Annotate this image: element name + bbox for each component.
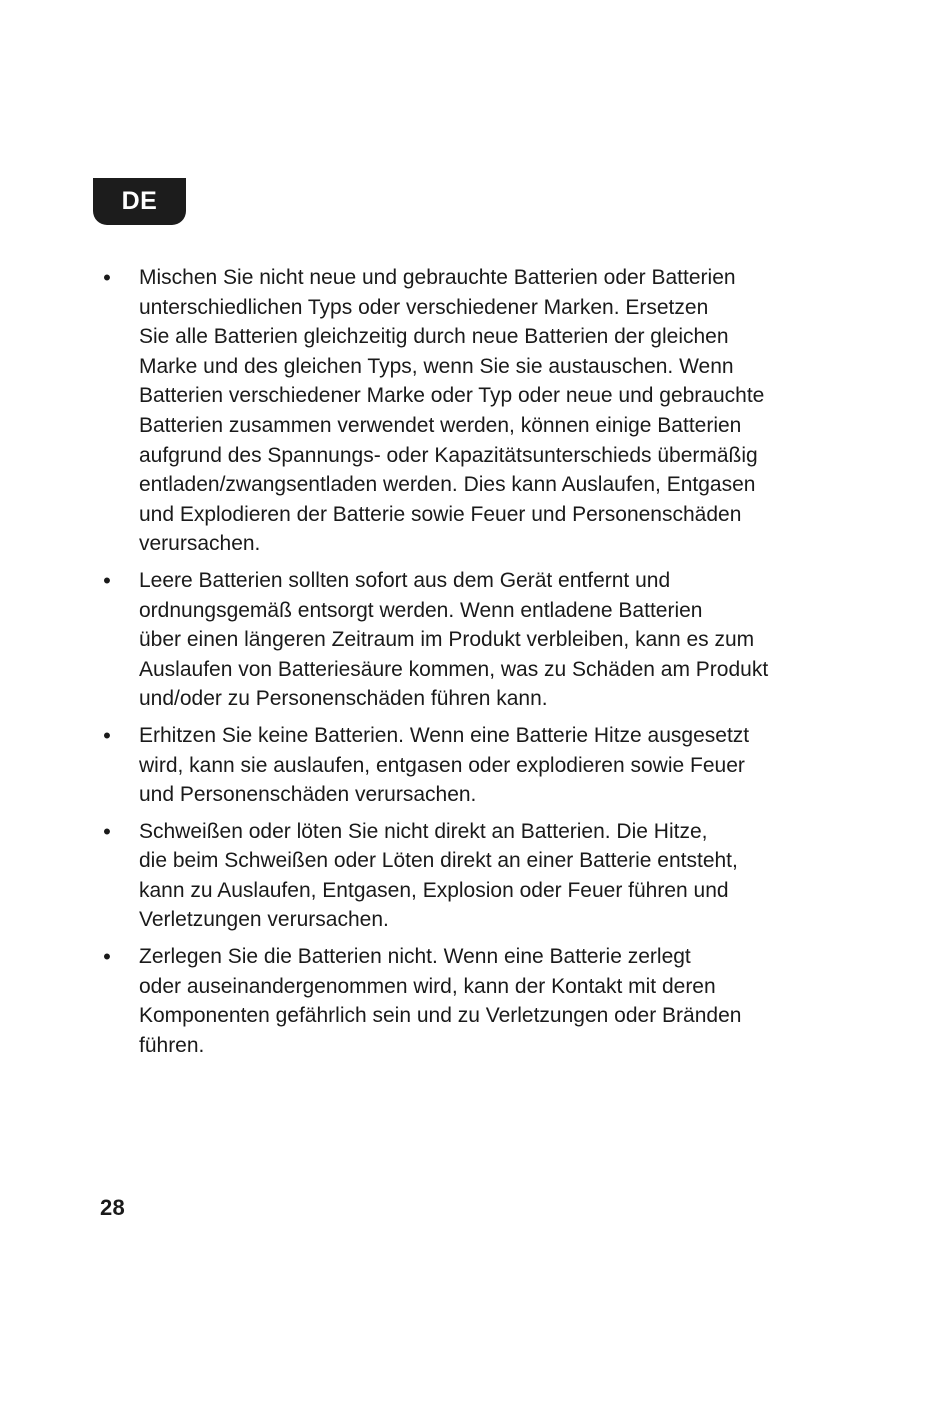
- bullet-text-line: Komponenten gefährlich sein und zu Verletzungen oder Bränden: [139, 1004, 742, 1028]
- bullet-text-line: Leere Batterien sollten sofort aus dem Gerät entfernt und: [139, 568, 671, 592]
- bullet-text: [139, 721, 857, 810]
- bullet-text-line: Zerlegen Sie die Batterien nicht. Wenn eine Batterie zerlegt: [139, 945, 691, 969]
- bullet-text-line: unterschiedlichen Typs oder verschiedener Marken. Ersetzen: [139, 295, 709, 319]
- bullet-text-line: Batterien verschiedener Marke oder Typ oder neue und gebrauchte: [139, 384, 765, 408]
- bullet-item: [97, 817, 857, 935]
- bullet-text-line: Marke und des gleichen Typs, wenn Sie sie austauschen. Wenn: [139, 354, 734, 378]
- bullet-text-line: Batterien zusammen verwendet werden, können einige Batterien: [139, 413, 742, 437]
- bullet-text: [139, 566, 857, 714]
- bullet-text-line: entladen/zwangsentladen werden. Dies kann Auslaufen, Entgasen: [139, 473, 756, 497]
- bullet-text-line: Mischen Sie nicht neue und gebrauchte Batterien oder Batterien: [139, 266, 736, 289]
- bullet-dot-icon: •: [103, 944, 111, 970]
- language-tab: [93, 178, 186, 225]
- bullet-item: [97, 721, 857, 810]
- bullet-item: [97, 566, 857, 714]
- bullet-text-line: Sie alle Batterien gleichzeitig durch neue Batterien der gleichen: [139, 325, 729, 349]
- safety-bullet-list: [97, 263, 857, 1067]
- bullet-text-line: und Personenschäden verursachen.: [139, 783, 477, 807]
- bullet-text-line: ordnungsgemäß entsorgt werden. Wenn entladene Batterien: [139, 598, 703, 622]
- bullet-dot-icon: •: [103, 818, 111, 844]
- bullet-text-line: Schweißen oder löten Sie nicht direkt an Batterien. Die Hitze,: [139, 819, 708, 843]
- bullet-dot-icon: •: [103, 722, 111, 748]
- bullet-text-line: und Explodieren der Batterie sowie Feuer und Personenschäden: [139, 502, 742, 526]
- bullet-text-line: kann zu Auslaufen, Entgasen, Explosion oder Feuer führen und: [139, 878, 729, 902]
- bullet-text-line: die beim Schweißen oder Löten direkt an einer Batterie entsteht,: [139, 849, 738, 873]
- bullet-text-line: über einen längeren Zeitraum im Produkt verbleiben, kann es zum: [139, 628, 755, 652]
- bullet-text-line: aufgrund des Spannungs- oder Kapazitätsunterschieds übermäßig: [139, 443, 758, 467]
- bullet-text: [139, 263, 857, 559]
- bullet-text-line: führen.: [139, 1033, 205, 1057]
- bullet-dot-icon: •: [103, 567, 111, 593]
- bullet-text-line: und/oder zu Personenschäden führen kann.: [139, 687, 548, 711]
- language-tab-label: DE: [121, 187, 158, 215]
- bullet-text: [139, 942, 857, 1060]
- bullet-text-line: wird, kann sie auslaufen, entgasen oder explodieren sowie Feuer: [139, 753, 745, 777]
- bullet-text: [139, 817, 857, 935]
- bullet-text-line: Erhitzen Sie keine Batterien. Wenn eine Batterie Hitze ausgesetzt: [139, 723, 750, 747]
- bullet-text-line: Auslaufen von Batteriesäure kommen, was zu Schäden am Produkt: [139, 657, 769, 681]
- bullet-item: [97, 263, 857, 559]
- bullet-text-line: verursachen.: [139, 532, 261, 556]
- page-number: 28: [100, 1195, 126, 1220]
- bullet-item: [97, 942, 857, 1060]
- bullet-dot-icon: •: [103, 265, 111, 290]
- bullet-text-line: oder auseinandergenommen wird, kann der Kontakt mit deren: [139, 974, 716, 998]
- bullet-text-line: Verletzungen verursachen.: [139, 908, 389, 932]
